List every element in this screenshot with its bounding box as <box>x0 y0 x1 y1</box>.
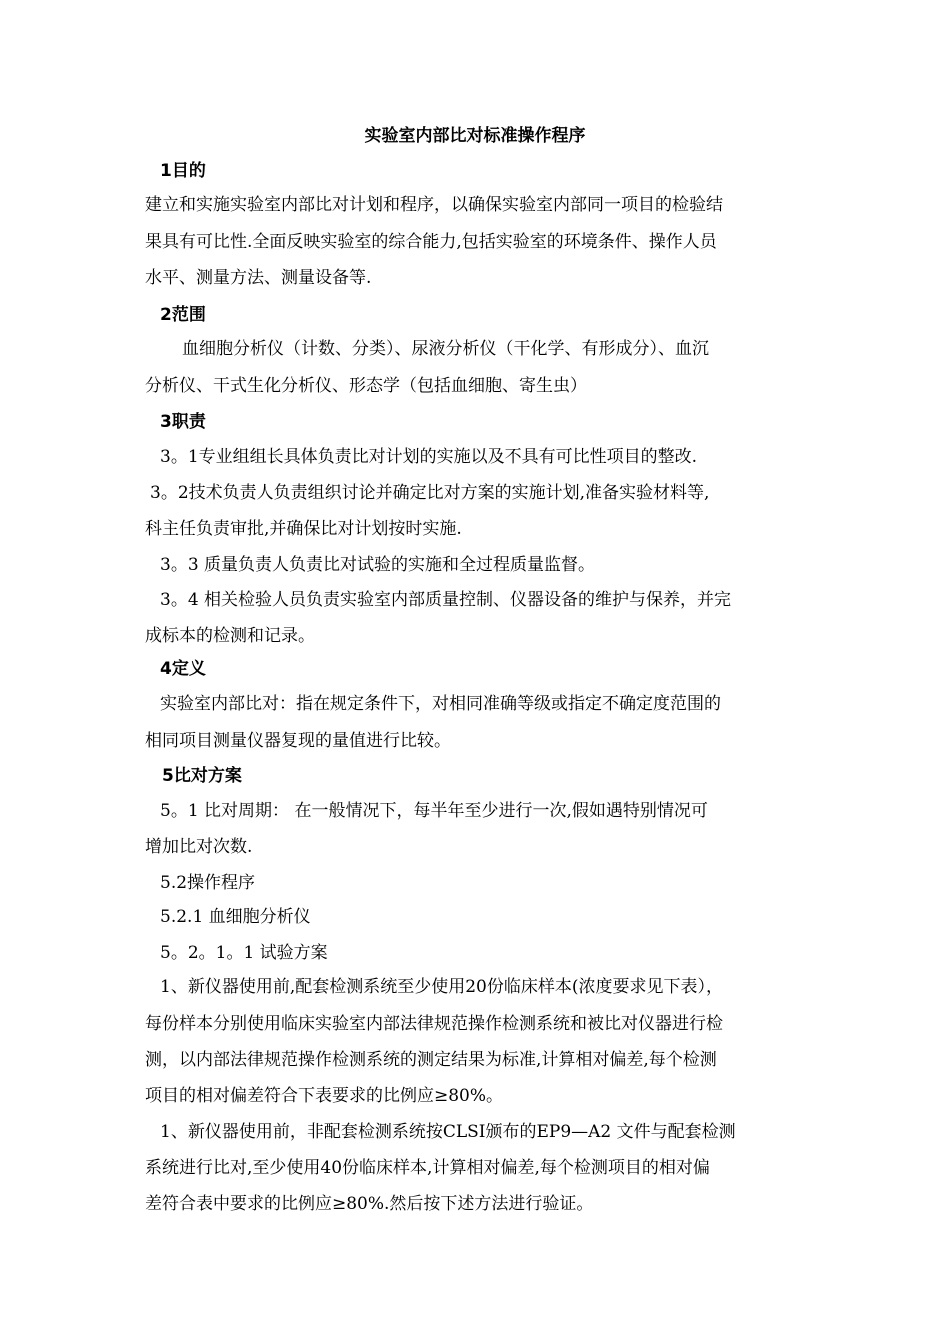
paragraph-line: 增加比对次数. <box>145 837 253 857</box>
paragraph-line: 血细胞分析仪（计数、分类）、尿液分析仪（干化学、有形成分）、血沉 <box>182 339 709 359</box>
paragraph-line: 5.2操作程序 <box>160 873 256 893</box>
heading-purpose: 1目的 <box>160 161 206 181</box>
paragraph-line: 5。1 比对周期： 在一般情况下，每半年至少进行一次,假如遇特别情况可 <box>160 801 708 821</box>
paragraph-line: 系统进行比对,至少使用40份临床样本,计算相对偏差,每个检测项目的相对偏 <box>145 1158 710 1178</box>
paragraph-line: 测，以内部法律规范操作检测系统的测定结果为标准,计算相对偏差,每个检测 <box>145 1050 717 1070</box>
paragraph-line: 3。2技术负责人负责组织讨论并确定比对方案的实施计划,准备实验材料等, <box>150 483 710 503</box>
paragraph-line: 科主任负责审批,并确保比对计划按时实施. <box>145 519 462 539</box>
paragraph-line: 建立和实施实验室内部比对计划和程序，以确保实验室内部同一项目的检验结 <box>145 195 723 215</box>
paragraph-line: 果具有可比性.全面反映实验室的综合能力,包括实验室的环境条件、操作人员 <box>145 232 717 252</box>
paragraph-line: 相同项目测量仪器复现的量值进行比较。 <box>145 731 451 751</box>
paragraph-line: 5。2。1。1 试验方案 <box>160 943 328 963</box>
paragraph-line: 1、新仪器使用前，非配套检测系统按CLSI颁布的EP9—A2 文件与配套检测 <box>160 1122 736 1142</box>
paragraph-line: 5.2.1 血细胞分析仪 <box>160 907 311 927</box>
paragraph-line: 每份样本分别使用临床实验室内部法律规范操作检测系统和被比对仪器进行检 <box>145 1014 723 1034</box>
paragraph-line: 3。3 质量负责人负责比对试验的实施和全过程质量监督。 <box>160 555 596 575</box>
heading-responsibilities: 3职责 <box>160 412 206 432</box>
paragraph-line: 差符合表中要求的比例应≥80%.然后按下述方法进行验证。 <box>145 1194 594 1214</box>
paragraph-line: 分析仪、干式生化分析仪、形态学（包括血细胞、寄生虫） <box>145 376 587 396</box>
paragraph-line: 实验室内部比对：指在规定条件下，对相同准确等级或指定不确定度范围的 <box>160 694 721 714</box>
document-title: 实验室内部比对标准操作程序 <box>364 126 586 146</box>
heading-comparison-plan: 5比对方案 <box>162 766 242 786</box>
heading-definition: 4定义 <box>160 659 206 679</box>
paragraph-line: 项目的相对偏差符合下表要求的比例应≥80%。 <box>145 1086 504 1106</box>
paragraph-line: 3。4 相关检验人员负责实验室内部质量控制、仪器设备的维护与保养，并完 <box>160 590 732 610</box>
paragraph-line: 水平、测量方法、测量设备等. <box>145 268 372 288</box>
heading-scope: 2范围 <box>160 305 206 325</box>
paragraph-line: 3。1专业组组长具体负责比对计划的实施以及不具有可比性项目的整改. <box>160 447 698 467</box>
paragraph-line: 1、新仪器使用前,配套检测系统至少使用20份临床样本(浓度要求见下表）， <box>160 977 723 997</box>
paragraph-line: 成标本的检测和记录。 <box>145 626 315 646</box>
